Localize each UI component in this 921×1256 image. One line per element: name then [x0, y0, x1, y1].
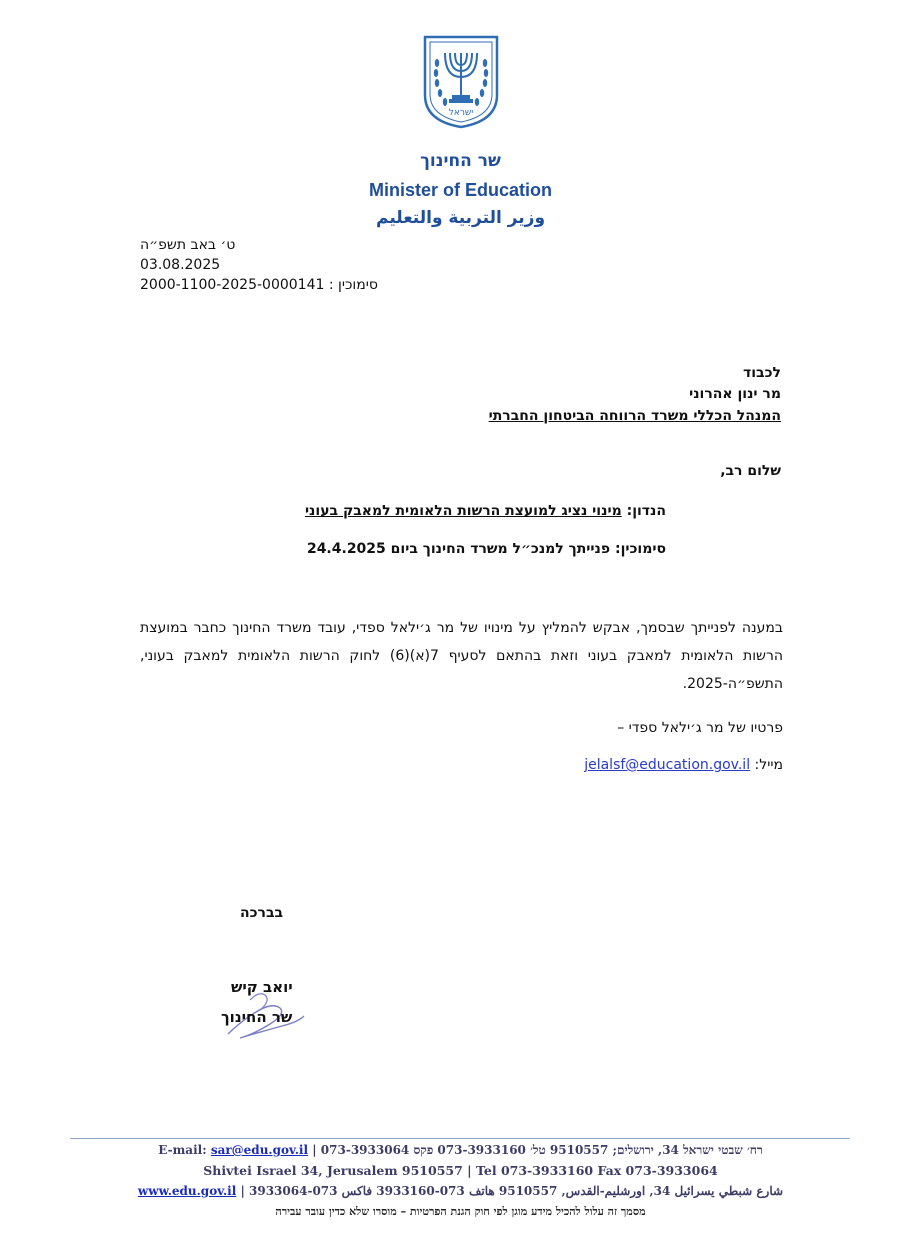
- footer-divider: [70, 1138, 850, 1139]
- letter-body: במענה לפנייתך שבסמך, אבקש להמליץ על מינויו של מר ג׳ילאל ספדי, עובד משרד החינוך כחבר במועצת הרשות הלאומית למאבק בעוני וזאת בהתאם לסעיף 7(א)(6) לחוק הרשות הלאומית למאבק בעוני, התשפ״ה-2025.: [140, 620, 783, 692]
- footer-line-arabic: [0, 1184, 921, 1198]
- mail-line: [584, 757, 783, 773]
- recipient-name: מר ינון אהרוני: [689, 386, 781, 402]
- closing: בברכה: [240, 905, 284, 921]
- emblem-text: ישראל: [448, 108, 474, 118]
- footer-address-arabic: شارع شبطي يسرائيل 34, اورشليم-القدس, 9510557 هاتف 073-3933160 فاكس 073-3933064 |: [240, 1184, 784, 1198]
- greeting: שלום רב,: [720, 463, 781, 479]
- mail-link[interactable]: jelalsf@education.gov.il: [584, 757, 751, 773]
- mail-label: מייל:: [754, 757, 783, 773]
- subject-text: מינוי נציג למועצת הרשות הלאומית למאבק בעוני: [304, 503, 622, 519]
- reference-label: סימוכין :: [328, 277, 378, 293]
- footer-email-label: E-mail:: [158, 1143, 207, 1157]
- reference-line: [140, 277, 378, 293]
- ministry-title-english: Minister of Education: [368, 180, 552, 200]
- signer-name: יואב קיש: [231, 978, 293, 996]
- footer-privacy-notice: מסמך זה עלול להכיל מידע מוגן לפי חוק הגנת הפרטיות – מוסרו שלא כדין עובר עבירה: [275, 1205, 646, 1218]
- subject-label: הנדון:: [626, 503, 666, 519]
- footer-line-english: Shivtei Israel 34, Jerusalem 9510557 | Tel 073-3933160 Fax 073-3933064: [203, 1163, 718, 1178]
- recipient-label: לכבוד: [743, 365, 781, 381]
- ministry-title-arabic: وزير التربية والتعليم: [375, 208, 546, 228]
- signer-title: שר החינוך: [221, 1008, 293, 1026]
- reference-number: 2000-1100-2025-0000141: [140, 277, 325, 293]
- footer-website-link[interactable]: www.edu.gov.il: [137, 1184, 237, 1198]
- subject-line: [305, 503, 666, 519]
- state-emblem-icon: [421, 33, 501, 129]
- recipient-title: המנהל הכללי משרד הרווחה הביטחון החברתי: [488, 408, 781, 424]
- gregorian-date: 03.08.2025: [140, 257, 221, 273]
- details-label: פרטיו של מר ג׳ילאל ספדי –: [617, 720, 783, 736]
- hebrew-date: ט׳ באב תשפ״ה: [140, 237, 236, 253]
- footer-email-link[interactable]: sar@edu.gov.il: [210, 1143, 309, 1157]
- footer-address-hebrew: רח׳ שבטי ישראל 34, ירושלים; 9510557 טל׳ 073-3933160 פקס 073-3933064 |: [312, 1143, 763, 1157]
- ministry-title-hebrew: שר החינוך: [420, 151, 501, 171]
- footer-line-hebrew: [0, 1143, 921, 1158]
- reference-subject: סימוכין: פנייתך למנכ״ל משרד החינוך ביום 24.4.2025: [306, 541, 666, 557]
